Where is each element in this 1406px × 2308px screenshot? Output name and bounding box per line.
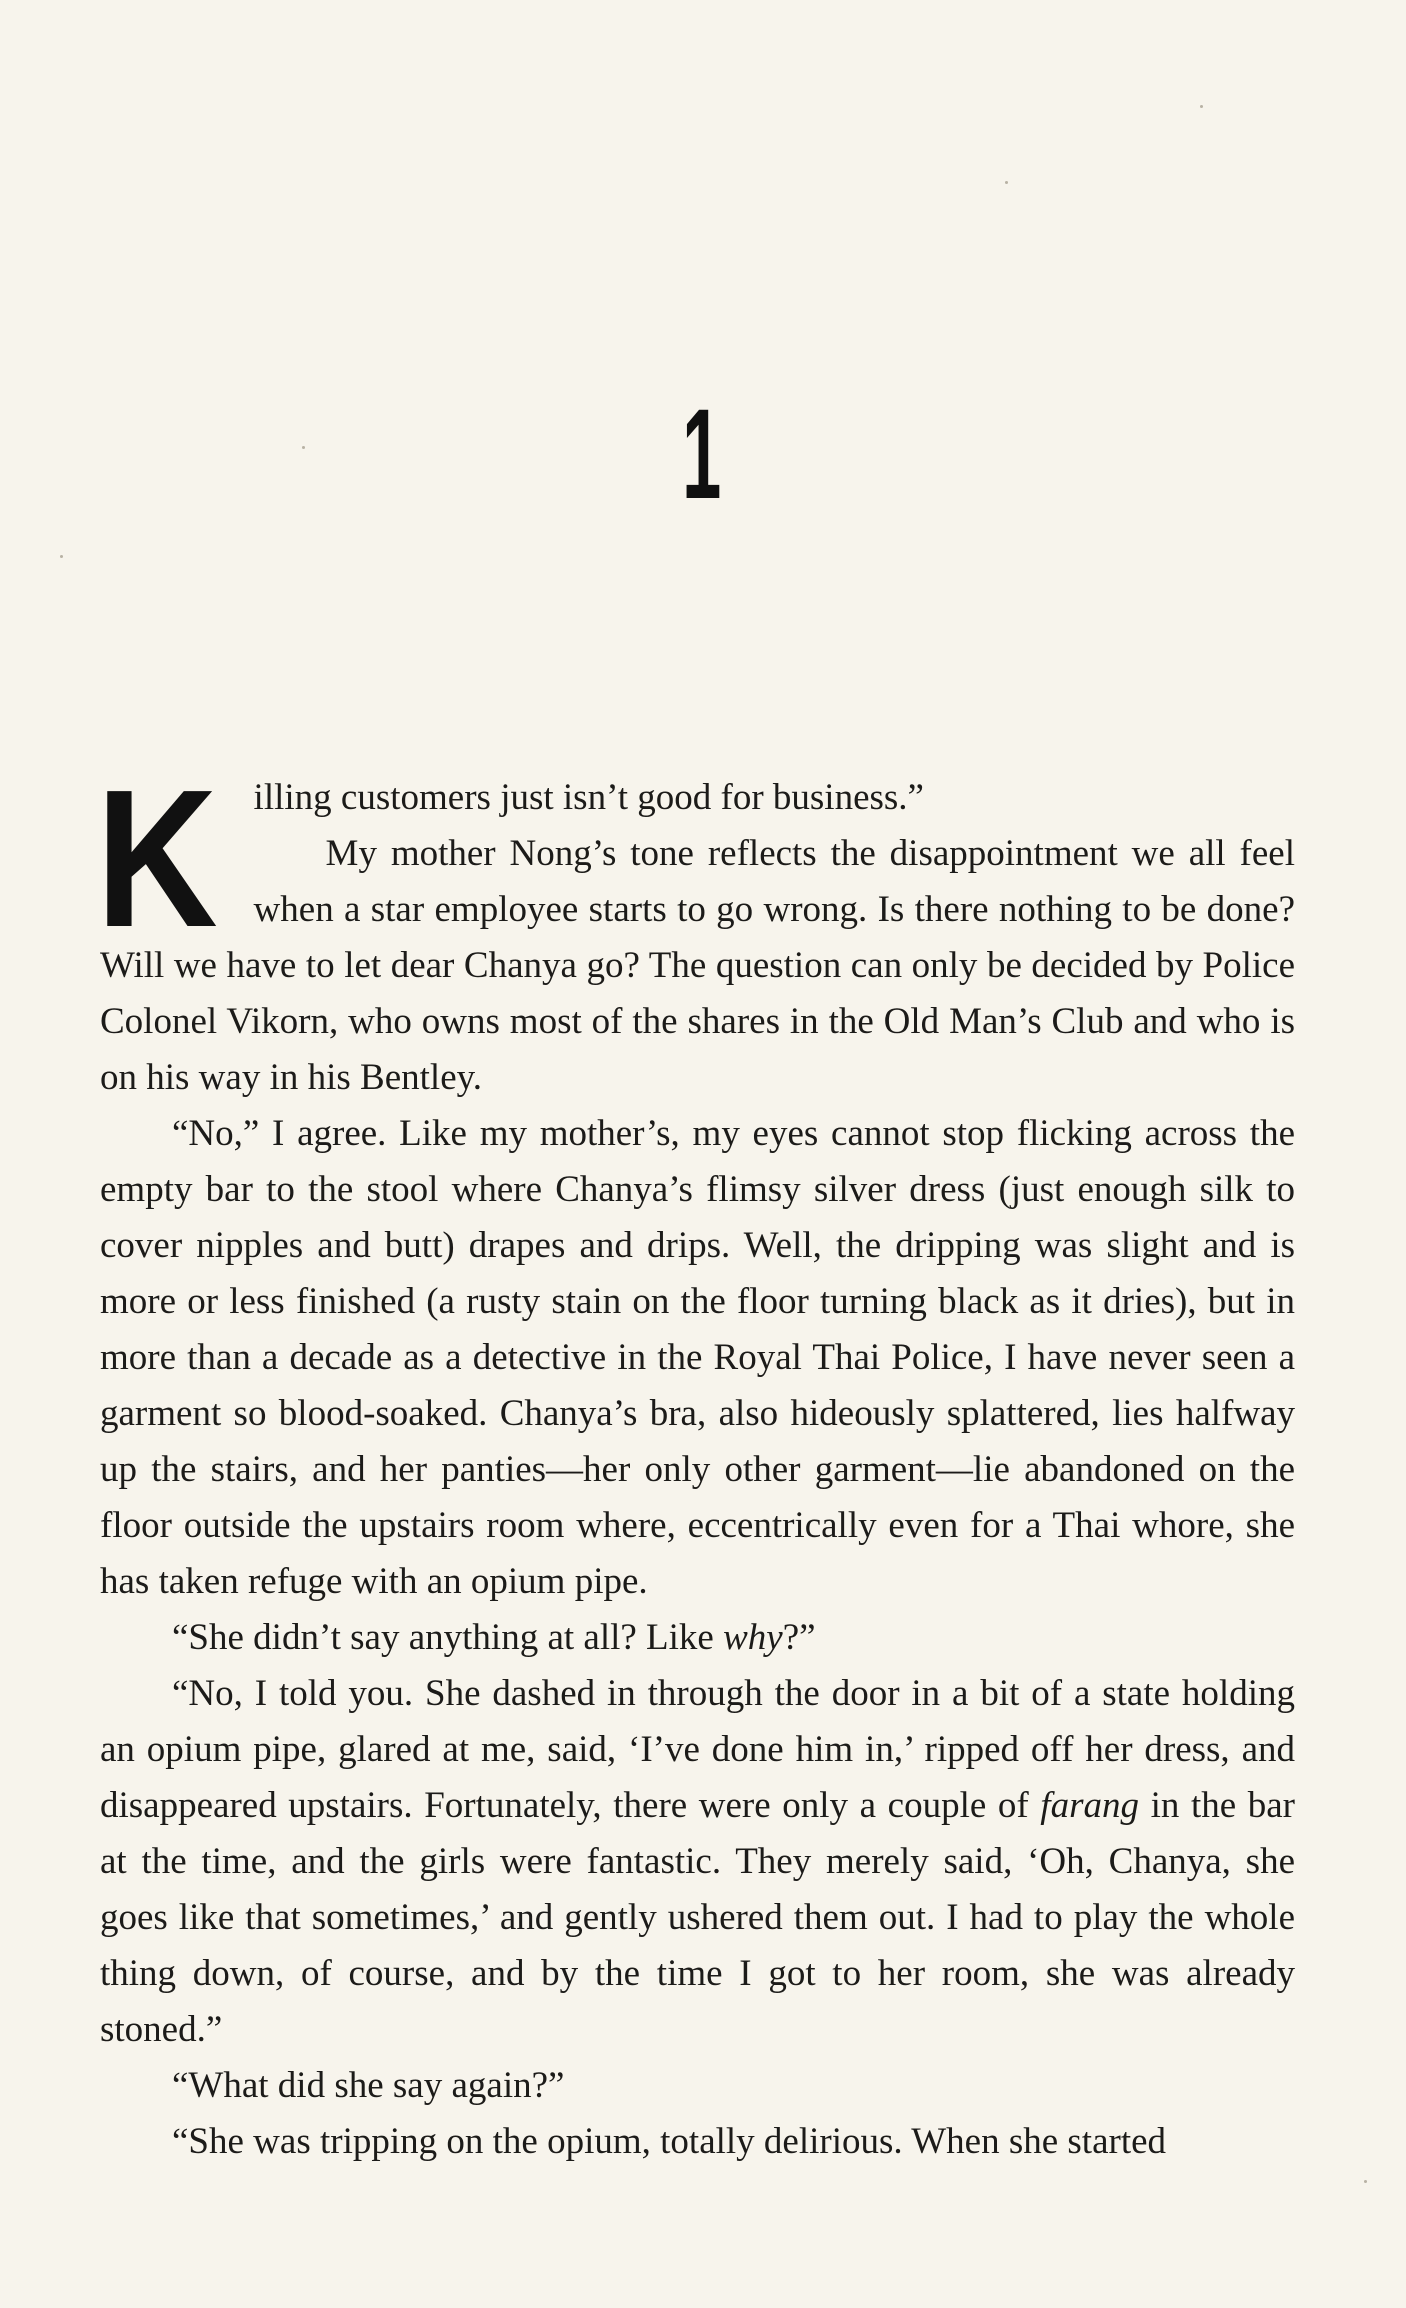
paragraph-6: “What did she say again?”	[172, 2065, 565, 2106]
drop-cap: K	[96, 749, 218, 968]
chapter-number: 1	[682, 383, 718, 526]
paragraph-7: “She was tripping on the opium, totally delirious. When she started	[172, 2121, 1167, 2162]
emphasis-why: why	[723, 1617, 783, 1658]
chapter-body	[96, 749, 1295, 2170]
emphasis-farang: farang	[1040, 1785, 1139, 1826]
paper-speck	[1005, 181, 1008, 184]
paragraph-1-text: illing customers just isn’t good for business.”	[253, 777, 924, 818]
paper-speck	[60, 555, 63, 558]
paper-speck	[1200, 105, 1203, 108]
paragraph-4-text: “She didn’t say anything at all? Like	[172, 1617, 724, 1658]
paragraph-5-text: “No, I told you. She dashed in through the door in a bit of a state holding an opium pipe, glared at me, said, ‘I’ve done him in,’ ripped off her dress, and disappeared upstairs. Fortunately, there were only a couple of	[100, 1673, 1295, 1826]
paper-speck	[302, 446, 305, 449]
paragraph-3: “No,” I agree. Like my mother’s, my eyes cannot stop flicking across the empty bar to the stool where Chanya’s flimsy silver dress (just enough silk to cover nipples and butt) drapes and drips. Well, the dripping was slight and is more or less finished (a rusty stain on the floor turning black as it dries), but in more than a decade as a detective in the Royal Thai Police, I have never seen a garment so blood-soaked. Chanya’s bra, also hideously splattered, lies halfway up the stairs, and her panties—her only other garment—lie abandoned on the floor outside the upstairs room where, eccentrically even for a Thai whore, she has taken refuge with an opium pipe.	[100, 1113, 1295, 1602]
paragraph-4-end: ?”	[782, 1617, 816, 1658]
paragraph-5	[100, 1666, 1295, 2058]
paper-speck	[1364, 2180, 1367, 2183]
paragraph-5-end: in the bar at the time, and the girls were fantastic. They merely said, ‘Oh, Chanya, she goes like that sometimes,’ and gently ushered them out. I had to play the whole thing down, of course, and by the time I got to her room, she was already stoned.”	[100, 1785, 1295, 2050]
paragraph-4	[100, 1610, 1295, 1666]
paragraph-2: My mother Nong’s tone reflects the disappointment we all feel when a star employee starts to go wrong. Is there nothing to be done? Will we have to let dear Chanya go? The question can only be decided by Police Colonel Vikorn, who owns most of the shares in the Old Man’s Club and who is on his way in his Bentley.	[100, 833, 1295, 1098]
